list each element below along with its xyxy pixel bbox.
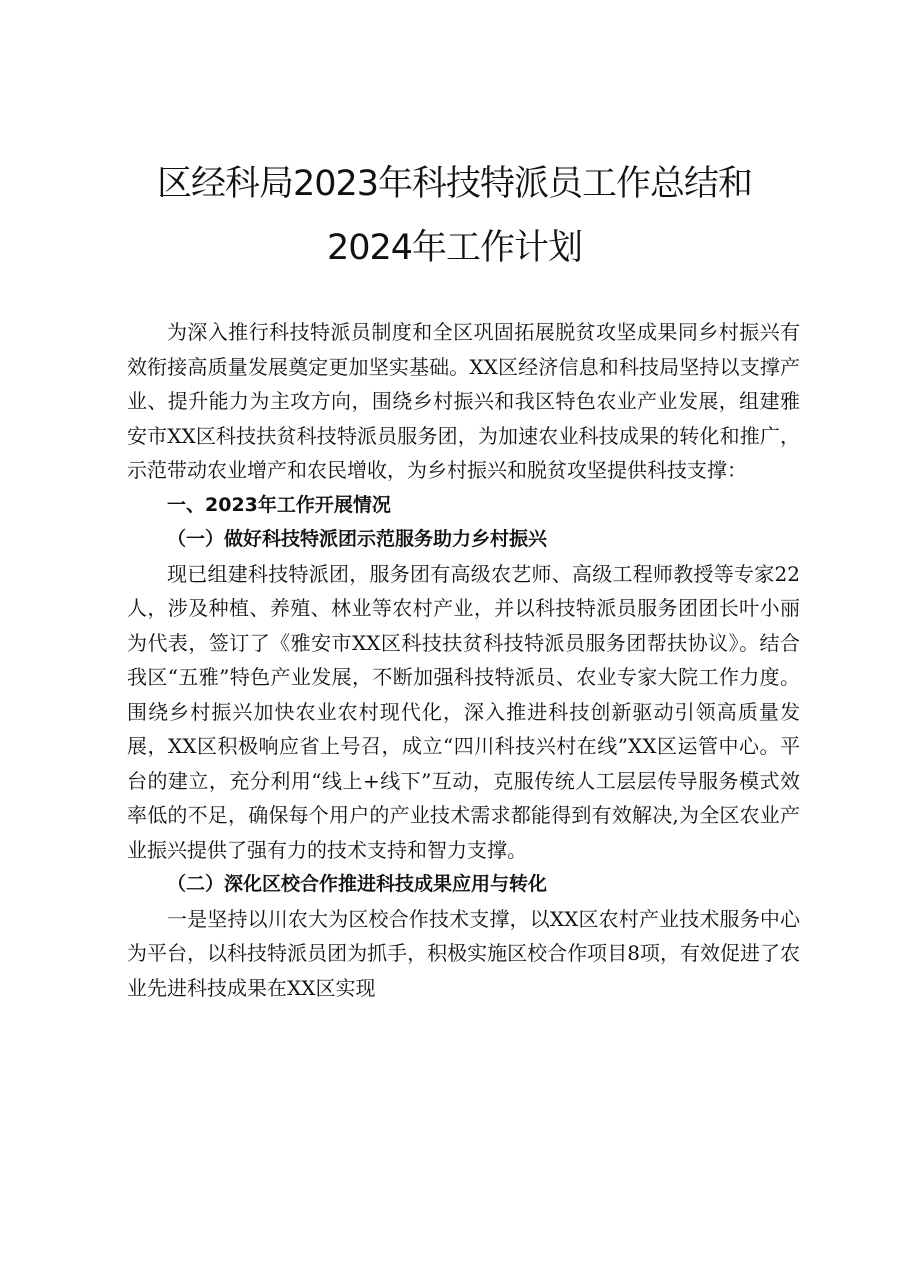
subsection-heading-2: （二）深化区校合作推进科技成果应用与转化	[167, 873, 548, 895]
document-title-line-2: 2024年工作计划	[326, 228, 583, 268]
document-title-line-1: 区经科局2023年科技特派员工作总结和	[156, 164, 753, 204]
section-heading: 一、2023年工作开展情况	[167, 493, 391, 516]
subsection-paragraph-1: 现已组建科技特派团，服务团有高级农艺师、高级工程师教授等专家22人，涉及种植、养殖、林业等农村产业，并以科技特派员服务团团长叶小丽为代表，签订了《雅安市XX区科技扶贫科技特派员服务团帮扶协议》。结合我区“五雅”特色产业发展，不断加强科技特派员、农业专家大院工作力度。围绕乡村振兴加快农业农村现代化，深入推进科技创新驱动引领高质量发展，XX区积极响应省上号召，成立“四川科技兴村在线”XX区运管中心。平台的建立，充分利用“线上+线下”互动，克服传统人工层层传导服务模式效率低的不足，确保每个用户的产业技术需求都能得到有效解决,为全区农业产业振兴提供了强有力的技术支持和智力支撑。	[127, 561, 800, 862]
document-body	[127, 315, 800, 1005]
subsection-heading-1: （一）做好科技特派团示范服务助力乡村振兴	[167, 528, 548, 550]
intro-paragraph: 为深入推行科技特派员制度和全区巩固拓展脱贫攻坚成果同乡村振兴有效衔接高质量发展奠定更加坚实基础。XX区经济信息和科技局坚持以支撑产业、提升能力为主攻方向，围绕乡村振兴和我区特色农业产业发展，组建雅安市XX区科技扶贫科技特派员服务团，为加速农业科技成果的转化和推广，示范带动农业增产和农民增收，为乡村振兴和脱贫攻坚提供科技支撑：	[127, 320, 800, 482]
subsection-paragraph-2: 一是坚持以川农大为区校合作技术支撑，以XX区农村产业技术服务中心为平台，以科技特派员团为抓手，积极实施区校合作项目8项，有效促进了农业先进科技成果在XX区实现	[127, 906, 800, 1000]
